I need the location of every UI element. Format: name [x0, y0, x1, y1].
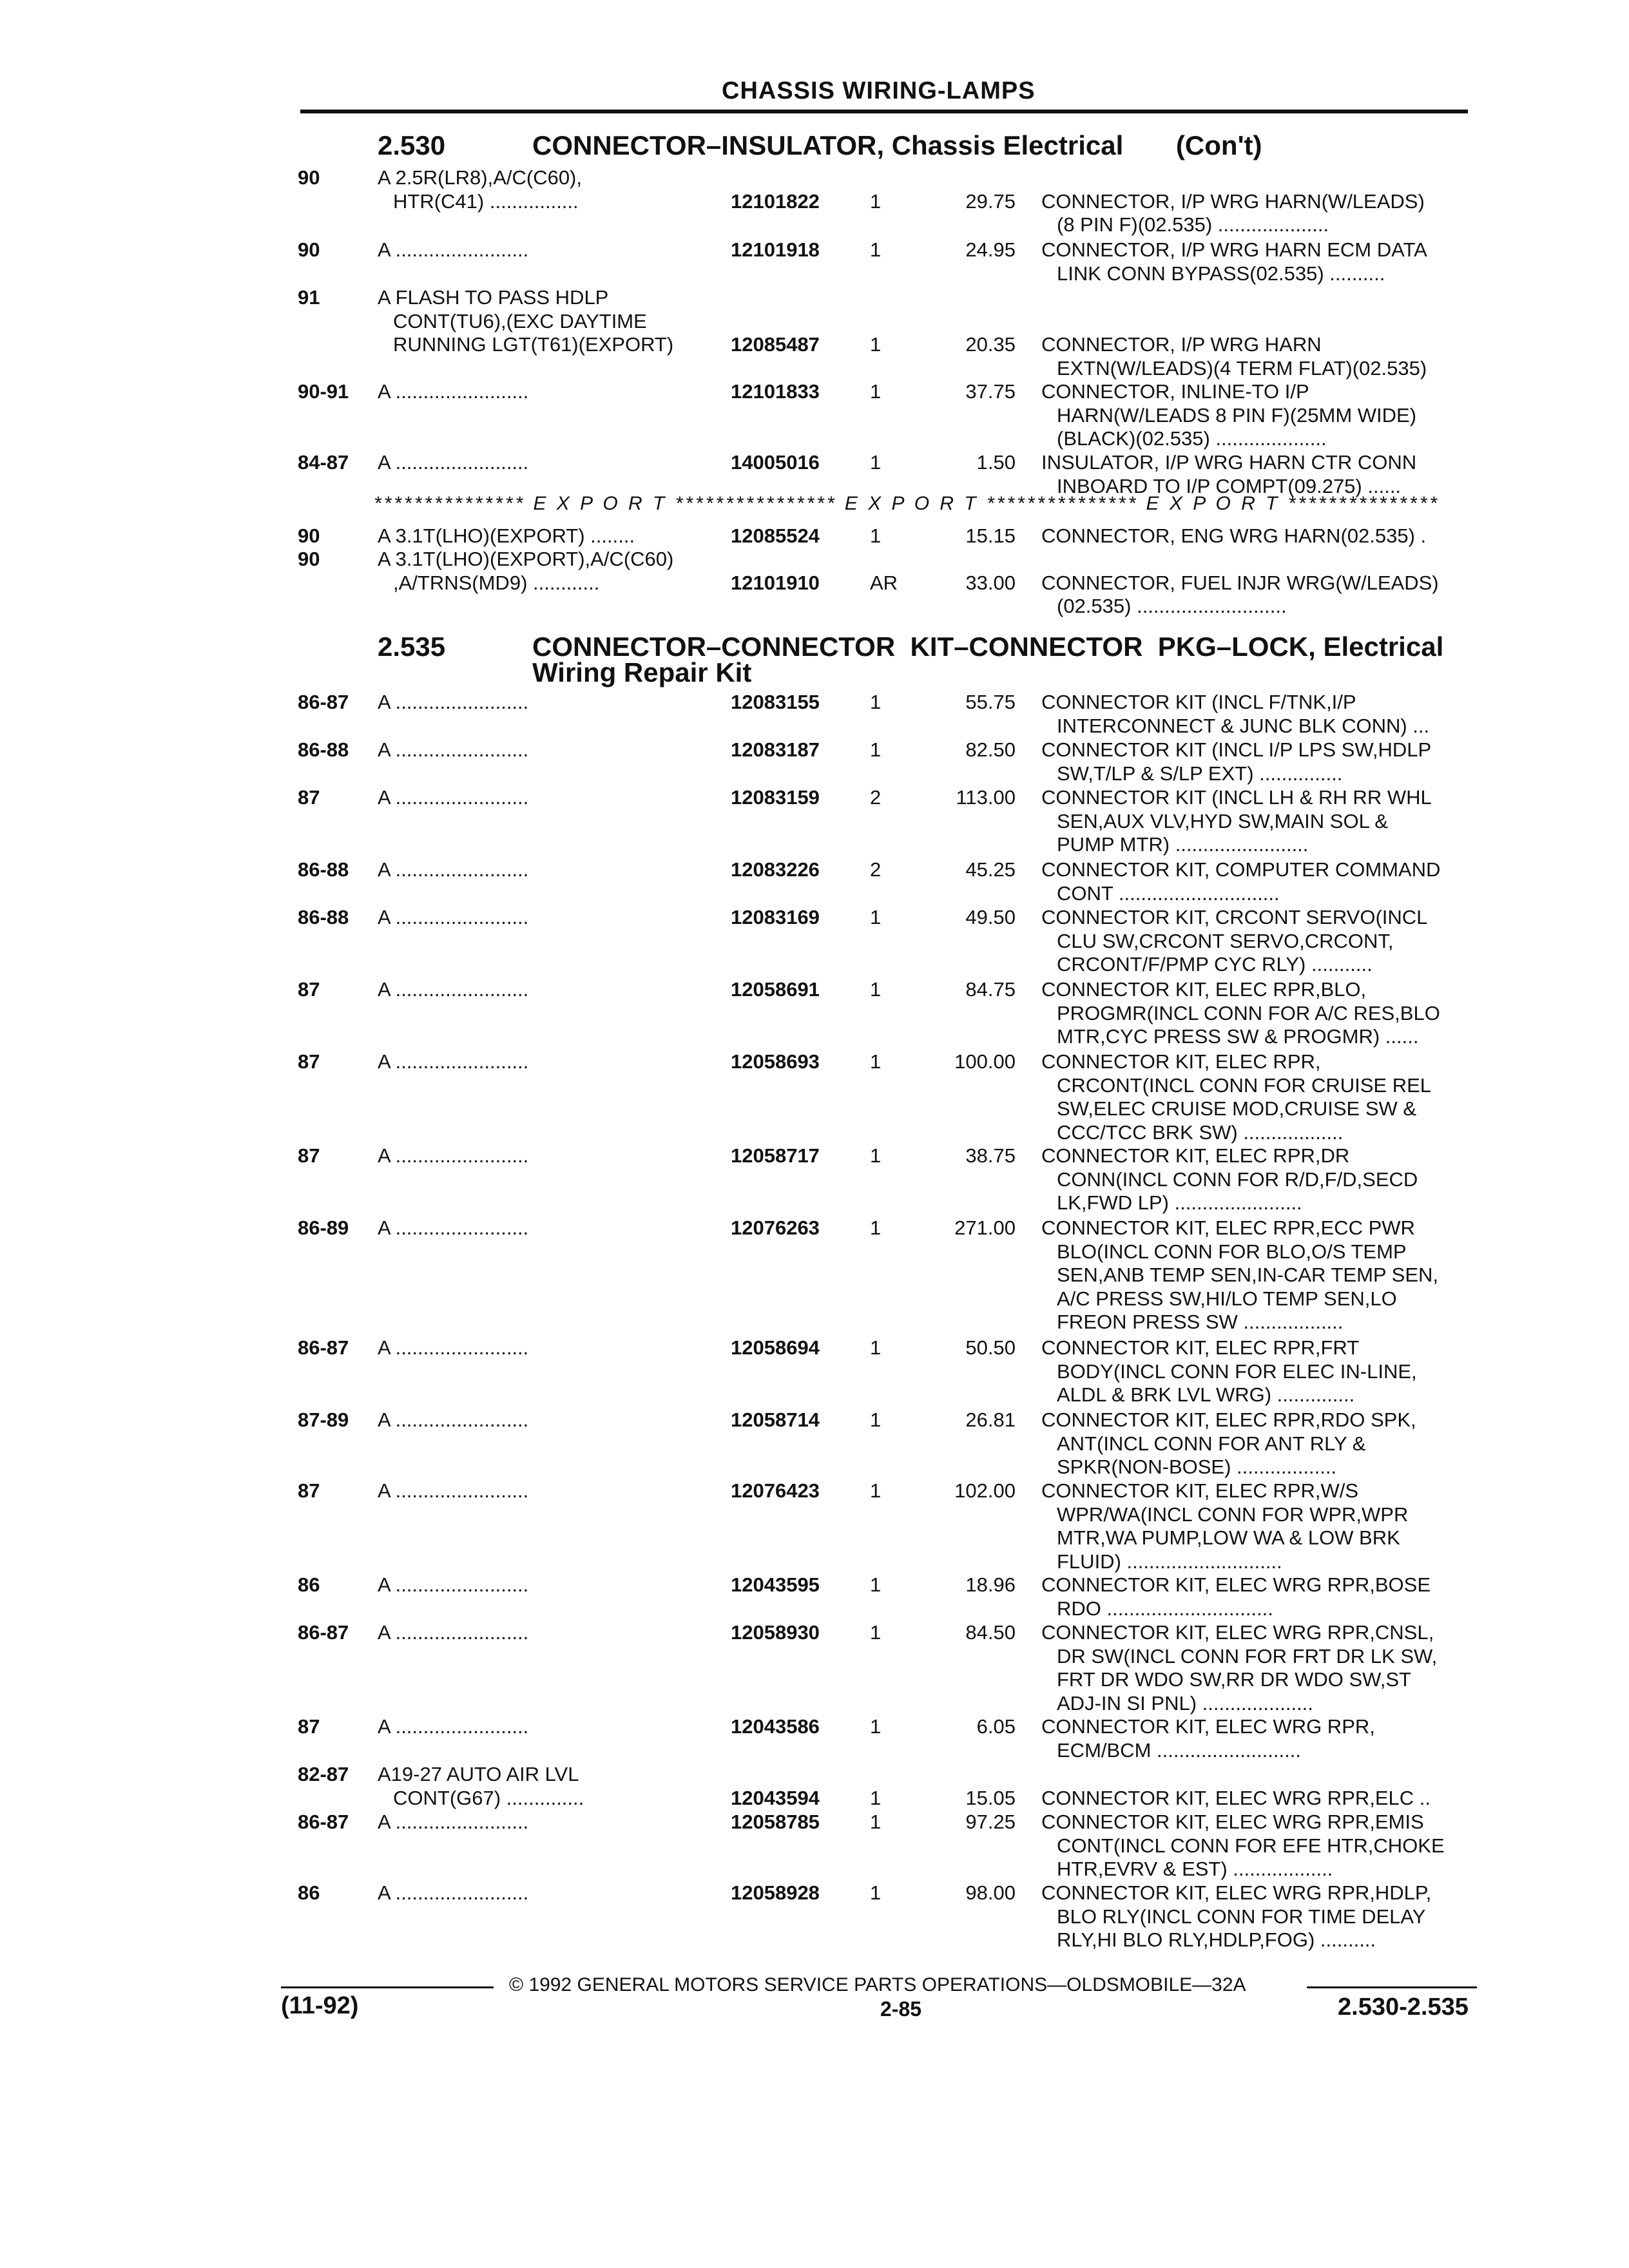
price: 98.00	[965, 1881, 1016, 1904]
price: 29.75	[965, 189, 1016, 213]
part-description-line: CONNECTOR KIT, ELEC WRG RPR,BOSE	[1041, 1573, 1431, 1596]
description-line: A 3.1T(LHO)(EXPORT),A/C(C60)	[378, 548, 674, 570]
quantity: 2	[870, 786, 882, 809]
part-description	[1041, 738, 1431, 785]
part-description-line	[1041, 1763, 1431, 1787]
application-description	[378, 1408, 528, 1432]
section-number: 2.530	[378, 130, 446, 160]
model-years: 86-89	[298, 1216, 349, 1239]
part-description-line: SW,ELEC CRUISE MOD,CRUISE SW &	[1057, 1097, 1417, 1120]
description-line: A ........................	[378, 906, 529, 928]
part-description-line: CONNECTOR KIT, ELEC WRG RPR,CNSL,	[1041, 1621, 1434, 1644]
part-description-line: BLO(INCL CONN FOR BLO,O/S TEMP	[1057, 1240, 1407, 1263]
model-years: 90-91	[298, 380, 349, 403]
part-number: 12083159	[731, 786, 820, 809]
description-line: CONT(TU6),(EXC DAYTIME	[393, 309, 647, 332]
price: 20.35	[965, 333, 1016, 356]
quantity: 1	[870, 333, 882, 356]
application-description	[378, 1573, 528, 1597]
part-description	[1041, 1811, 1445, 1881]
application-description	[378, 286, 673, 357]
part-description-line: CONNECTOR KIT, ELEC RPR,ECC PWR	[1041, 1216, 1415, 1239]
part-number: 12083226	[731, 858, 820, 881]
part-description-line: CONNECTOR, I/P WRG HARN	[1041, 333, 1322, 356]
description-line: A ........................	[378, 451, 529, 474]
part-description-line: INBOARD TO I/P COMPT(09.275) ......	[1057, 474, 1402, 497]
part-number: 12101918	[731, 238, 820, 261]
application-description	[378, 1050, 528, 1074]
description-line: A FLASH TO PASS HDLP	[378, 286, 609, 309]
footer-rule-right	[1307, 1986, 1477, 1988]
application-description	[378, 1479, 528, 1503]
model-years: 87	[298, 1479, 320, 1502]
part-description-line: ADJ-IN SI PNL) ....................	[1057, 1691, 1313, 1715]
application-description	[378, 738, 528, 762]
application-description	[378, 691, 528, 715]
price: 84.75	[965, 978, 1016, 1001]
part-number: 12083169	[731, 906, 820, 928]
part-description-line: SW,T/LP & S/LP EXT) ...............	[1057, 762, 1343, 785]
application-description	[378, 524, 635, 548]
model-years: 86-87	[298, 1811, 349, 1833]
application-description	[378, 1216, 528, 1240]
quantity: 1	[870, 1479, 882, 1502]
price: 15.05	[965, 1786, 1016, 1809]
part-description-line: CONNECTOR KIT, ELEC RPR,	[1041, 1050, 1321, 1073]
quantity: 1	[870, 978, 882, 1001]
model-years: 86	[298, 1881, 320, 1904]
quantity: 1	[870, 1050, 882, 1073]
part-description-line: CONNECTOR, I/P WRG HARN(W/LEADS)	[1041, 189, 1425, 213]
model-years: 86-88	[298, 858, 349, 881]
description-line: A ........................	[378, 691, 529, 713]
model-years: 90	[298, 166, 320, 189]
part-description-line: ALDL & BRK LVL WRG) ..............	[1057, 1383, 1355, 1407]
part-description-line: LK,FWD LP) .......................	[1057, 1191, 1302, 1215]
quantity: 1	[870, 1786, 882, 1809]
part-description-line: (BLACK)(02.535) ....................	[1057, 427, 1327, 450]
application-description	[378, 238, 528, 262]
part-description-line: CONNECTOR, ENG WRG HARN(02.535) .	[1041, 524, 1427, 547]
quantity: 1	[870, 238, 882, 261]
part-description-line: FRT DR WDO SW,RR DR WDO SW,ST	[1057, 1668, 1411, 1691]
quantity: 1	[870, 524, 882, 547]
model-years: 86-87	[298, 1336, 349, 1359]
part-description-line: CCC/TCC BRK SW) ..................	[1057, 1120, 1344, 1144]
price: 18.96	[965, 1573, 1016, 1596]
model-years: 86-87	[298, 691, 349, 713]
part-number: 12043594	[731, 1786, 820, 1809]
part-number: 12083155	[731, 691, 820, 713]
description-line: A ........................	[378, 786, 529, 809]
part-description	[1041, 572, 1439, 619]
part-description	[1041, 1216, 1438, 1334]
part-description-line: SEN,AUX VLV,HYD SW,MAIN SOL &	[1057, 809, 1388, 832]
application-description	[378, 1811, 528, 1834]
application-description	[378, 1715, 528, 1739]
description-line: A ........................	[378, 1811, 529, 1833]
part-description-line: CONNECTOR KIT (INCL I/P LPS SW,HDLP	[1041, 738, 1432, 761]
section-number: 2.535	[378, 631, 446, 662]
description-line: A ........................	[378, 1216, 529, 1239]
part-description	[1041, 451, 1416, 498]
part-description-line: MTR,CYC PRESS SW & PROGMR) ......	[1057, 1025, 1419, 1048]
description-line: A ........................	[378, 978, 529, 1001]
description-line: A ........................	[378, 1573, 529, 1596]
part-description	[1041, 524, 1426, 548]
quantity: 1	[870, 1216, 882, 1239]
part-description-line: MTR,WA PUMP,LOW WA & LOW BRK	[1057, 1526, 1400, 1550]
quantity: 1	[870, 1715, 882, 1738]
part-description-line: CONNECTOR KIT, CRCONT SERVO(INCL	[1041, 906, 1428, 928]
part-number: 12076423	[731, 1479, 820, 1502]
part-description-line: PUMP MTR) ........................	[1057, 833, 1309, 856]
quantity: 1	[870, 1811, 882, 1833]
part-number: 12058693	[731, 1050, 820, 1073]
model-years: 82-87	[298, 1763, 349, 1785]
part-description-line: A/C PRESS SW,HI/LO TEMP SEN,LO	[1057, 1287, 1397, 1310]
part-description-line: CONNECTOR KIT, ELEC WRG RPR,HDLP,	[1041, 1881, 1432, 1904]
part-description-line: CONNECTOR, I/P WRG HARN ECM DATA	[1041, 238, 1427, 261]
part-number: 12058694	[731, 1336, 820, 1359]
quantity: AR	[870, 571, 898, 594]
application-description	[378, 166, 582, 213]
part-description-line: RLY,HI BLO RLY,HDLP,FOG) ..........	[1057, 1928, 1376, 1952]
quantity: 1	[870, 189, 882, 213]
quantity: 1	[870, 691, 882, 713]
part-number: 14005016	[731, 451, 820, 474]
price: 24.95	[965, 238, 1016, 261]
application-description	[378, 451, 528, 475]
part-description-line: RDO ..............................	[1057, 1597, 1273, 1620]
description-line: A ........................	[378, 1050, 529, 1073]
model-years: 90	[298, 548, 320, 570]
description-line: A ........................	[378, 1881, 529, 1904]
model-years: 90	[298, 524, 320, 547]
part-number: 12076263	[731, 1216, 820, 1239]
quantity: 1	[870, 738, 882, 761]
price: 49.50	[965, 906, 1016, 928]
application-description	[378, 1144, 528, 1168]
part-description-line: DR SW(INCL CONN FOR FRT DR LK SW,	[1057, 1644, 1438, 1667]
part-description	[1041, 238, 1427, 285]
price: 37.75	[965, 380, 1016, 403]
description-line: A 2.5R(LR8),A/C(C60),	[378, 166, 582, 189]
model-years: 90	[298, 238, 320, 261]
footer-copyright: © 1992 GENERAL MOTORS SERVICE PARTS OPERATIONS—OLDSMOBILE—32A	[509, 1974, 1246, 1995]
model-years: 87-89	[298, 1408, 349, 1431]
section-title: CONNECTOR–CONNECTOR KIT–CONNECTOR PKG–LOCK, Electrical	[532, 631, 1444, 662]
part-description	[1041, 1621, 1437, 1715]
quantity: 1	[870, 451, 882, 474]
price: 100.00	[954, 1050, 1016, 1073]
part-description-line: HARN(W/LEADS 8 PIN F)(25MM WIDE)	[1057, 403, 1417, 427]
part-number: 12058928	[731, 1881, 820, 1904]
part-description-line: INTERCONNECT & JUNC BLK CONN) ...	[1057, 714, 1430, 737]
part-description-line: CONNECTOR KIT, ELEC RPR,RDO SPK,	[1041, 1408, 1416, 1431]
description-line: A ........................	[378, 380, 529, 403]
model-years: 87	[298, 978, 320, 1001]
part-description-line: CONNECTOR, FUEL INJR WRG(W/LEADS)	[1041, 571, 1439, 594]
part-description-line: CLU SW,CRCONT SERVO,CRCONT,	[1057, 929, 1394, 952]
part-description	[1041, 380, 1416, 451]
part-description-line: WPR/WA(INCL CONN FOR WPR,WPR	[1057, 1503, 1409, 1526]
page-title: CHASSIS WIRING-LAMPS	[722, 77, 1036, 104]
description-line: CONT(G67) ..............	[393, 1786, 584, 1809]
part-description-line: CRCONT/F/PMP CYC RLY) ...........	[1057, 953, 1373, 976]
part-description	[1041, 1479, 1408, 1573]
quantity: 1	[870, 1144, 882, 1167]
part-number: 12043595	[731, 1573, 820, 1596]
part-description-line: CONNECTOR, INLINE-TO I/P	[1041, 380, 1309, 403]
price: 33.00	[965, 571, 1016, 594]
model-years: 87	[298, 1144, 320, 1167]
application-description	[378, 1621, 528, 1645]
description-line: A19-27 AUTO AIR LVL	[378, 1763, 579, 1785]
application-description	[378, 786, 528, 810]
part-description	[1041, 691, 1429, 738]
quantity: 1	[870, 1621, 882, 1644]
price: 102.00	[954, 1479, 1016, 1502]
footer-section-range: 2.530-2.535	[1338, 1994, 1469, 2021]
part-description-line: FREON PRESS SW ..................	[1057, 1311, 1344, 1334]
part-description-line: INSULATOR, I/P WRG HARN CTR CONN	[1041, 451, 1417, 474]
quantity: 2	[870, 858, 882, 881]
model-years: 86	[298, 1573, 320, 1596]
quantity: 1	[870, 1408, 882, 1431]
part-description	[1041, 1881, 1431, 1952]
price: 50.50	[965, 1336, 1016, 1359]
part-description	[1041, 1050, 1431, 1144]
description-line: A ........................	[378, 738, 529, 761]
application-description	[378, 1763, 584, 1810]
part-description-line: CONT .............................	[1057, 881, 1280, 905]
part-description	[1041, 906, 1427, 977]
description-line: A ........................	[378, 1479, 529, 1502]
part-number: 12085524	[731, 524, 820, 547]
quantity: 1	[870, 1573, 882, 1596]
footer-page-number: 2-85	[880, 1997, 922, 2021]
part-description-line: CONNECTOR KIT, ELEC RPR,W/S	[1041, 1479, 1359, 1502]
part-description	[1041, 786, 1432, 857]
part-number: 12058714	[731, 1408, 820, 1431]
part-description-line: HTR,EVRV & EST) ..................	[1057, 1858, 1333, 1881]
application-description	[378, 1881, 528, 1905]
application-description	[378, 1336, 528, 1360]
application-description	[378, 906, 528, 930]
part-description-line: (8 PIN F)(02.535) ....................	[1057, 213, 1329, 236]
description-line: A ........................	[378, 1621, 529, 1644]
part-description	[1041, 978, 1440, 1049]
description-line: A ........................	[378, 1144, 529, 1167]
price: 82.50	[965, 738, 1016, 761]
part-number: 12101910	[731, 571, 820, 594]
part-description	[1041, 1336, 1417, 1407]
footer-rule-left	[281, 1986, 494, 1988]
price: 6.05	[976, 1715, 1016, 1738]
description-line: ,A/TRNS(MD9) ............	[393, 571, 600, 594]
price: 55.75	[965, 691, 1016, 713]
part-description	[1041, 1763, 1431, 1810]
section-subtitle: Wiring Repair Kit	[532, 657, 752, 687]
price: 1.50	[976, 451, 1016, 474]
part-description-line: CRCONT(INCL CONN FOR CRUISE REL	[1057, 1073, 1431, 1097]
model-years: 84-87	[298, 451, 349, 474]
price: 26.81	[965, 1408, 1016, 1431]
part-description	[1041, 1408, 1416, 1479]
description-line: RUNNING LGT(T61)(EXPORT)	[393, 333, 674, 356]
part-description-line: LINK CONN BYPASS(02.535) ..........	[1057, 262, 1385, 285]
part-description-line: SEN,ANB TEMP SEN,IN-CAR TEMP SEN,	[1057, 1264, 1439, 1287]
part-description-line: SPKR(NON-BOSE) ..................	[1057, 1456, 1337, 1479]
part-number: 12058691	[731, 978, 820, 1001]
part-description-line: ANT(INCL CONN FOR ANT RLY &	[1057, 1432, 1366, 1455]
part-description-line: EXTN(W/LEADS)(4 TERM FLAT)(02.535)	[1057, 356, 1427, 380]
part-number: 12083187	[731, 738, 820, 761]
part-number: 12101822	[731, 189, 820, 213]
part-description	[1041, 333, 1427, 380]
part-description-line: CONNECTOR KIT, ELEC RPR,BLO,	[1041, 978, 1367, 1001]
description-line: A 3.1T(LHO)(EXPORT) ........	[378, 524, 635, 547]
quantity: 1	[870, 906, 882, 928]
quantity: 1	[870, 380, 882, 403]
header-rule	[300, 110, 1468, 113]
model-years: 86-88	[298, 738, 349, 761]
part-description-line: (02.535) ...........................	[1057, 595, 1287, 618]
part-description-line: CONNECTOR KIT, ELEC RPR,FRT	[1041, 1336, 1360, 1359]
application-description	[378, 548, 673, 595]
model-years: 87	[298, 786, 320, 809]
part-number: 12043586	[731, 1715, 820, 1738]
model-years: 91	[298, 286, 320, 309]
part-number: 12085487	[731, 333, 820, 356]
price: 84.50	[965, 1621, 1016, 1644]
part-description-line: PROGMR(INCL CONN FOR A/C RES,BLO	[1057, 1001, 1440, 1024]
price: 271.00	[954, 1216, 1016, 1239]
description-line: A ........................	[378, 238, 529, 261]
part-description-line: CONNECTOR KIT (INCL F/TNK,I/P	[1041, 691, 1356, 713]
model-years: 87	[298, 1050, 320, 1073]
part-description-line: CONNECTOR KIT, ELEC WRG RPR,	[1041, 1715, 1375, 1738]
part-description-line: CONNECTOR KIT, ELEC RPR,DR	[1041, 1144, 1350, 1167]
part-description-line: CONT(INCL CONN FOR EFE HTR,CHOKE	[1057, 1834, 1445, 1857]
quantity: 1	[870, 1881, 882, 1904]
description-line: HTR(C41) ................	[393, 189, 579, 213]
part-description-line: CONNECTOR KIT, COMPUTER COMMAND	[1041, 858, 1441, 881]
part-description-line: BLO RLY(INCL CONN FOR TIME DELAY	[1057, 1905, 1426, 1928]
export-banner: *************** E X P O R T **************** E X P O R T *************** E X P O R T ***************	[374, 493, 1440, 514]
price: 113.00	[956, 786, 1016, 809]
model-years: 86-87	[298, 1621, 349, 1644]
application-description	[378, 380, 528, 404]
quantity: 1	[870, 1336, 882, 1359]
part-description	[1041, 190, 1425, 237]
footer-date: (11-92)	[281, 1992, 359, 2019]
part-number: 12058785	[731, 1811, 820, 1833]
part-number: 12058717	[731, 1144, 820, 1167]
part-description-line: ECM/BCM ..........................	[1057, 1738, 1301, 1762]
part-number: 12101833	[731, 380, 820, 403]
application-description	[378, 978, 528, 1002]
price: 15.15	[965, 524, 1016, 547]
description-line: A ........................	[378, 1336, 529, 1359]
model-years: 87	[298, 1715, 320, 1738]
description-line: A ........................	[378, 1715, 529, 1738]
model-years: 86-88	[298, 906, 349, 928]
price: 38.75	[965, 1144, 1016, 1167]
description-line: A ........................	[378, 1408, 529, 1431]
price: 45.25	[965, 858, 1016, 881]
part-description	[1041, 858, 1440, 905]
part-description-line: CONNECTOR KIT (INCL LH & RH RR WHL	[1041, 786, 1432, 809]
part-description	[1041, 1573, 1431, 1620]
section-title: CONNECTOR–INSULATOR, Chassis Electrical (Con't)	[532, 130, 1262, 160]
price: 97.25	[965, 1811, 1016, 1833]
part-description-line: CONNECTOR KIT, ELEC WRG RPR,EMIS	[1041, 1811, 1424, 1833]
part-description	[1041, 1144, 1418, 1215]
application-description	[378, 858, 528, 882]
part-description-line: CONN(INCL CONN FOR R/D,F/D,SECD	[1057, 1168, 1418, 1191]
part-description-line: BODY(INCL CONN FOR ELEC IN-LINE,	[1057, 1360, 1417, 1383]
part-description-line: CONNECTOR KIT, ELEC WRG RPR,ELC ..	[1041, 1786, 1431, 1809]
part-description-line: FLUID) ............................	[1057, 1550, 1282, 1573]
description-line: A ........................	[378, 858, 529, 881]
part-description	[1041, 1715, 1375, 1762]
part-number: 12058930	[731, 1621, 820, 1644]
